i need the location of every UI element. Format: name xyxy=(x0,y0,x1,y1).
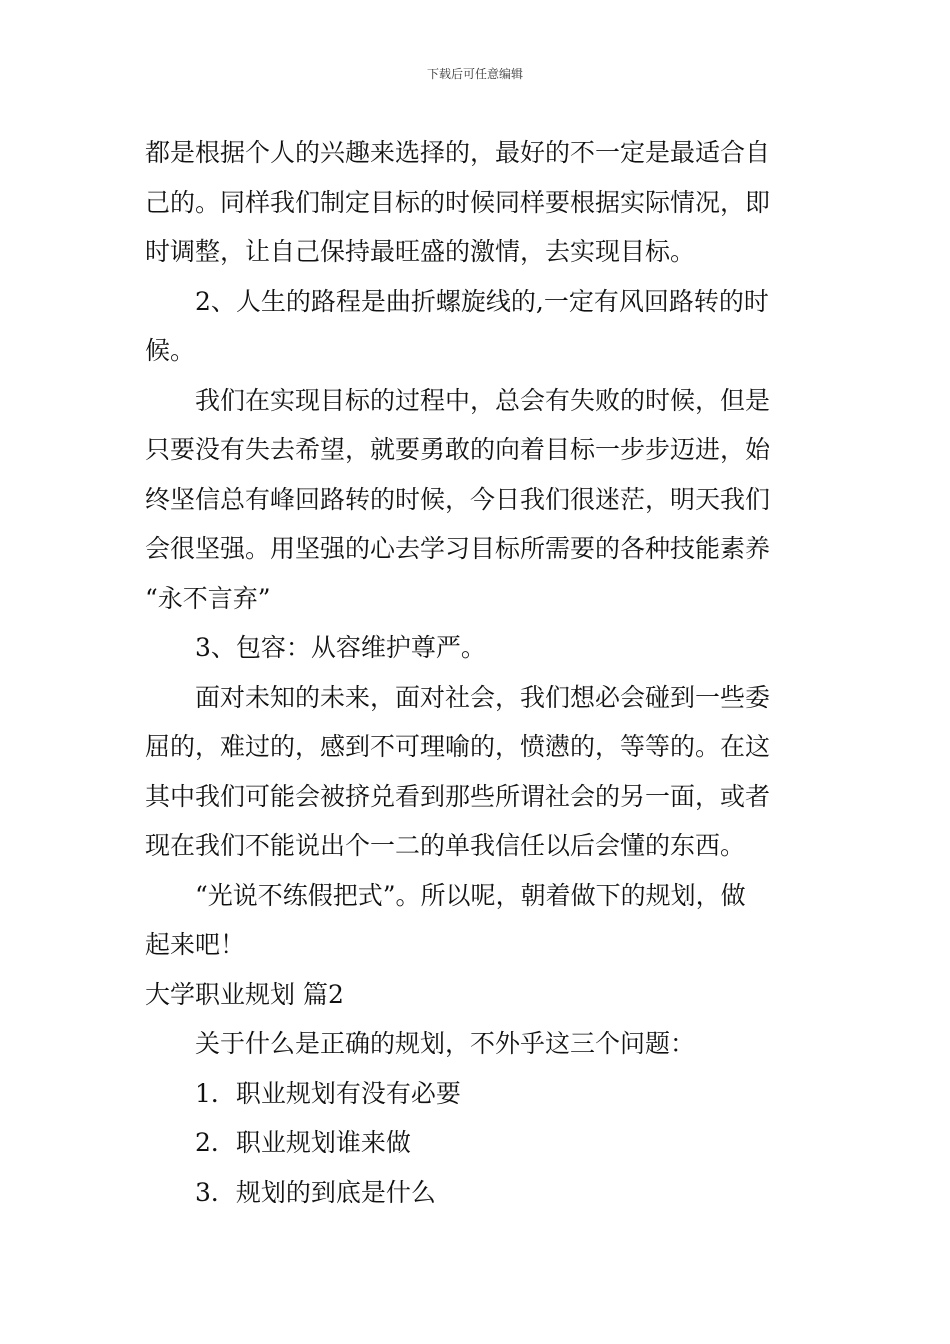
document-body xyxy=(145,128,807,1217)
text-line: “光说不练假把式”。所以呢，朝着做下的规划，做 xyxy=(195,880,746,910)
text-line: 都是根据个人的兴趣来选择的，最好的不一定是最适合自 xyxy=(145,138,771,167)
heading-text: 大学职业规划 篇2 xyxy=(145,979,344,1009)
paragraph xyxy=(145,128,807,277)
text-line: 关于什么是正确的规划，不外乎这三个问题： xyxy=(195,1029,696,1058)
paragraph xyxy=(145,871,807,970)
text-line: 2、人生的路程是曲折螺旋线的,一定有风回路转的时 xyxy=(195,286,769,316)
paragraph xyxy=(145,623,807,673)
text-line: 2．职业规划谁来做 xyxy=(195,1128,411,1157)
text-line: 3、包容：从容维护尊严。 xyxy=(195,633,486,662)
text-line: 我们在实现目标的过程中，总会有失败的时候，但是 xyxy=(195,385,771,415)
page-header-note: 下载后可任意编辑 xyxy=(426,67,523,81)
paragraph xyxy=(145,673,807,871)
text-line: 面对未知的未来，面对社会，我们想必会碰到一些委 xyxy=(195,682,771,712)
text-line: 时调整，让自己保持最旺盛的激情，去实现目标。 xyxy=(145,237,696,266)
paragraph xyxy=(145,1019,807,1069)
paragraph xyxy=(145,376,807,624)
paragraph xyxy=(145,277,807,376)
text-line: 候。 xyxy=(145,336,196,365)
text-line: 只要没有失去希望，就要勇敢的向着目标一步步迈进，始 xyxy=(145,435,771,464)
text-line: “永不言弃” xyxy=(145,583,271,613)
text-line: 起来吧！ xyxy=(145,930,246,959)
list-item xyxy=(145,1118,807,1168)
text-line: 终坚信总有峰回路转的时候，今日我们很迷茫，明天我们 xyxy=(145,484,771,514)
text-line: 3．规划的到底是什么 xyxy=(195,1177,436,1207)
text-line: 己的。同样我们制定目标的时候同样要根据实际情况，即 xyxy=(145,187,771,217)
list-item xyxy=(145,1168,807,1218)
text-line: 现在我们不能说出个一二的单我信任以后会懂的东西。 xyxy=(145,831,746,860)
text-line: 会很坚强。用坚强的心去学习目标所需要的各种技能素养 xyxy=(145,534,771,563)
text-line: 其中我们可能会被挤兑看到那些所谓社会的另一面，或者 xyxy=(145,781,771,811)
section-heading xyxy=(145,970,807,1020)
text-line: 屈的，难过的，感到不可理喻的，愤懑的，等等的。在这 xyxy=(145,732,771,761)
text-line: 1．职业规划有没有必要 xyxy=(195,1078,461,1108)
list-item xyxy=(145,1069,807,1119)
